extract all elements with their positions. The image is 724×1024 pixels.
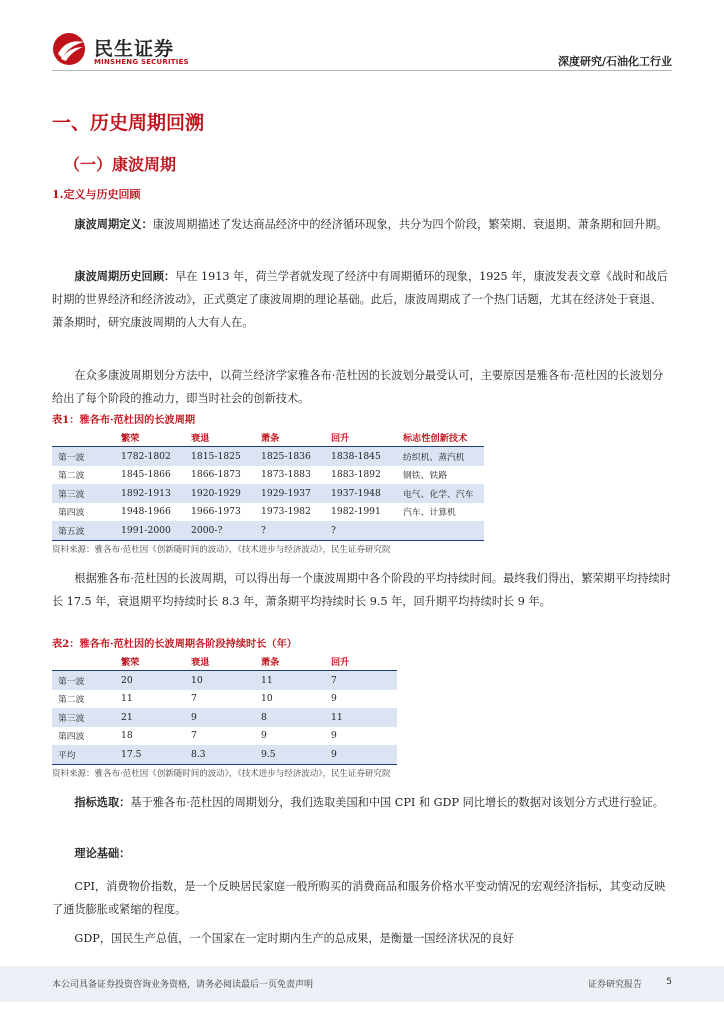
table-header-cell xyxy=(52,651,115,671)
footer xyxy=(0,966,724,1002)
table-header-cell: 标志性创新技术 xyxy=(397,427,484,447)
footer-report-type: 证券研究报告 xyxy=(587,980,642,990)
table-cell: 20 xyxy=(115,671,185,690)
table-cell: 1948-1966 xyxy=(121,506,171,518)
table-cell: 1782-1802 xyxy=(115,447,185,466)
table-header-cell: 繁荣 xyxy=(115,427,185,447)
paragraph-text: 康波周期描述了发达商品经济中的经济循环现象，共分为四个阶段，繁荣期、衰退期、萧条期和回升期。 xyxy=(152,218,668,231)
paragraph-definition xyxy=(52,213,672,236)
table-cell: 8.3 xyxy=(185,745,255,764)
paragraph-history xyxy=(52,265,672,334)
table-row xyxy=(52,521,484,540)
table-row xyxy=(52,727,397,746)
table-cell: 18 xyxy=(121,730,133,742)
table-cell: 9 xyxy=(261,730,267,742)
paragraph-text: 基于雅各布·范杜因的周期划分，我们选取美国和中国 CPI 和 GDP 同比增长的数据对该划分方式进行验证。 xyxy=(130,796,664,809)
table2-caption: 表2：雅各布·范杜因的长波周期各阶段持续时长（年） xyxy=(52,638,297,650)
table-header-cell: 衰退 xyxy=(185,427,255,447)
subsection-title: （一）康波周期 xyxy=(64,155,177,174)
table-cell: 1883-1892 xyxy=(331,469,381,481)
table-cell: 纺织机、蒸汽机 xyxy=(397,447,484,466)
table-cell: 第四波 xyxy=(58,508,85,519)
table-row xyxy=(52,690,397,709)
paragraph-label: 康波周期历史回顾： xyxy=(74,269,176,283)
table1 xyxy=(52,427,484,541)
report-category: 深度研究/石油化工行业 xyxy=(557,55,672,68)
table-cell: 9 xyxy=(185,708,255,727)
table-cell: 第一波 xyxy=(52,447,115,466)
table-cell: 电气、化学、汽车 xyxy=(397,484,484,503)
paragraph-label: 指标选取： xyxy=(74,795,131,809)
paragraph-text: 在众多康波周期划分方法中，以荷兰经济学家雅各布·范杜因的长波划分最受认可，主要原因是雅各布·范杜因的长波划分给出了每个阶段的推动力，即当时社会的创新技术。 xyxy=(52,369,664,405)
table-cell: 1815-1825 xyxy=(185,447,255,466)
table-cell: 1866-1873 xyxy=(191,469,241,481)
paragraph-division xyxy=(52,364,672,410)
table-row xyxy=(52,466,484,485)
table-cell: 7 xyxy=(325,671,397,690)
paragraph-text: 早在 1913 年，荷兰学者就发现了经济中有周期循环的现象，1925 年，康波发表文章《战时和战后时期的世界经济和经济波动》，正式奠定了康波周期的理论基础。此后，康波周期成了一个热门话题，尤其在经济处于衰退、萧条期时，研究康波周期的人大有人在。 xyxy=(52,270,668,329)
section-title: 一、历史周期回溯 xyxy=(52,112,205,134)
table1-caption: 表1：雅各布·范杜因的长波周期 xyxy=(52,414,196,426)
table-cell xyxy=(397,521,484,540)
table-cell: 汽车、计算机 xyxy=(403,508,456,519)
table-row xyxy=(52,745,397,764)
paragraph-cpi xyxy=(52,875,672,921)
table2 xyxy=(52,651,397,765)
table-cell: 1838-1845 xyxy=(325,447,397,466)
table-header-cell: 回升 xyxy=(325,427,397,447)
table-cell: 1920-1929 xyxy=(185,484,255,503)
paragraph-text: GDP，国民生产总值，一个国家在一定时期内生产的总成果，是衡量一国经济状况的良好 xyxy=(74,932,514,945)
table-cell: 钢铁、铁路 xyxy=(403,471,447,482)
table-cell: 7 xyxy=(191,693,197,705)
paragraph-label: 康波周期定义： xyxy=(74,217,153,231)
logo-text-cn: 民生证券 xyxy=(94,38,175,60)
table-header-row xyxy=(52,427,484,447)
table-row xyxy=(52,708,397,727)
table-cell: 21 xyxy=(115,708,185,727)
table-cell: 11 xyxy=(325,708,397,727)
page-number: 5 xyxy=(666,977,672,987)
paragraph-label: 理论基础： xyxy=(74,846,131,860)
table-cell: 1929-1937 xyxy=(255,484,325,503)
table-cell: 11 xyxy=(255,671,325,690)
table-header-cell: 繁荣 xyxy=(115,651,185,671)
table-row xyxy=(52,503,484,522)
table-header-cell: 萧条 xyxy=(255,651,325,671)
logo-text-en: MINSHENG SECURITIES xyxy=(94,58,189,66)
table-cell: 第一波 xyxy=(52,671,115,690)
table-cell: 10 xyxy=(261,693,273,705)
table-cell: 1973-1982 xyxy=(261,506,311,518)
minsheng-logo-icon xyxy=(52,32,88,66)
table-cell: 7 xyxy=(191,730,197,742)
paragraph-text: 根据雅各布·范杜因的长波周期，可以得出每一个康波周期中各个阶段的平均持续时间。最终我们得出，繁荣期平均持续时长 17.5 年，衰退期平均持续时长 8.3 年，萧条期平均持续时长 9.5 年，回升期平均持续时长 9 年。 xyxy=(52,572,671,608)
paragraph-indicator xyxy=(52,791,672,814)
table-cell: 1982-1991 xyxy=(331,506,381,518)
table-row xyxy=(52,484,484,503)
table-cell: 1873-1883 xyxy=(261,469,311,481)
paragraph-theory xyxy=(52,842,672,865)
table-cell: 9 xyxy=(325,745,397,764)
subsubsection-title: 1.定义与历史回顾 xyxy=(52,188,141,201)
table-cell: 平均 xyxy=(52,745,115,764)
table-cell: 第四波 xyxy=(58,732,85,743)
table-header-cell: 回升 xyxy=(325,651,397,671)
table-cell: 17.5 xyxy=(115,745,185,764)
table-cell: 1991-2000 xyxy=(115,521,185,540)
table-cell: ? xyxy=(255,521,325,540)
table-cell: 9 xyxy=(331,730,337,742)
table-cell: 第五波 xyxy=(52,521,115,540)
table1-source: 资料来源：雅各布·范杜因《创新随时间的波动》，《技术进步与经济波动》，民生证券研究院 xyxy=(52,545,391,555)
table-cell: 11 xyxy=(121,693,133,705)
table-cell: 9 xyxy=(331,693,337,705)
table-cell: 1937-1948 xyxy=(325,484,397,503)
table-cell: 1892-1913 xyxy=(115,484,185,503)
table-cell: ? xyxy=(325,521,397,540)
table-cell: 第三波 xyxy=(52,484,115,503)
table2-source: 资料来源：雅各布·范杜因《创新随时间的波动》，《技术进步与经济波动》，民生证券研究院 xyxy=(52,769,391,779)
paragraph-gdp xyxy=(52,927,672,950)
table-row xyxy=(52,671,397,690)
table-row xyxy=(52,447,484,466)
table-header-cell: 衰退 xyxy=(185,651,255,671)
paragraph-durations xyxy=(52,567,672,613)
table-cell: 第二波 xyxy=(58,471,85,482)
table-cell: 第三波 xyxy=(52,708,115,727)
table-cell: 1825-1836 xyxy=(255,447,325,466)
header-divider xyxy=(52,70,672,71)
table-cell: 1845-1866 xyxy=(121,469,171,481)
table-header-cell: 萧条 xyxy=(255,427,325,447)
table-cell: 9.5 xyxy=(255,745,325,764)
table-cell: 10 xyxy=(185,671,255,690)
paragraph-text: CPI，消费物价指数，是一个反映居民家庭一般所购买的消费商品和服务价格水平变动情况的宏观经济指标，其变动反映了通货膨胀或紧缩的程度。 xyxy=(52,880,666,916)
table-cell: 2000-? xyxy=(185,521,255,540)
logo xyxy=(52,32,189,70)
footer-disclaimer: 本公司具备证券投资咨询业务资格，请务必阅读最后一页免责声明 xyxy=(52,980,314,990)
table-cell: 8 xyxy=(255,708,325,727)
table-cell: 1966-1973 xyxy=(191,506,241,518)
table-header-row xyxy=(52,651,397,671)
table-cell: 第二波 xyxy=(58,695,85,706)
table-header-cell xyxy=(52,427,115,447)
